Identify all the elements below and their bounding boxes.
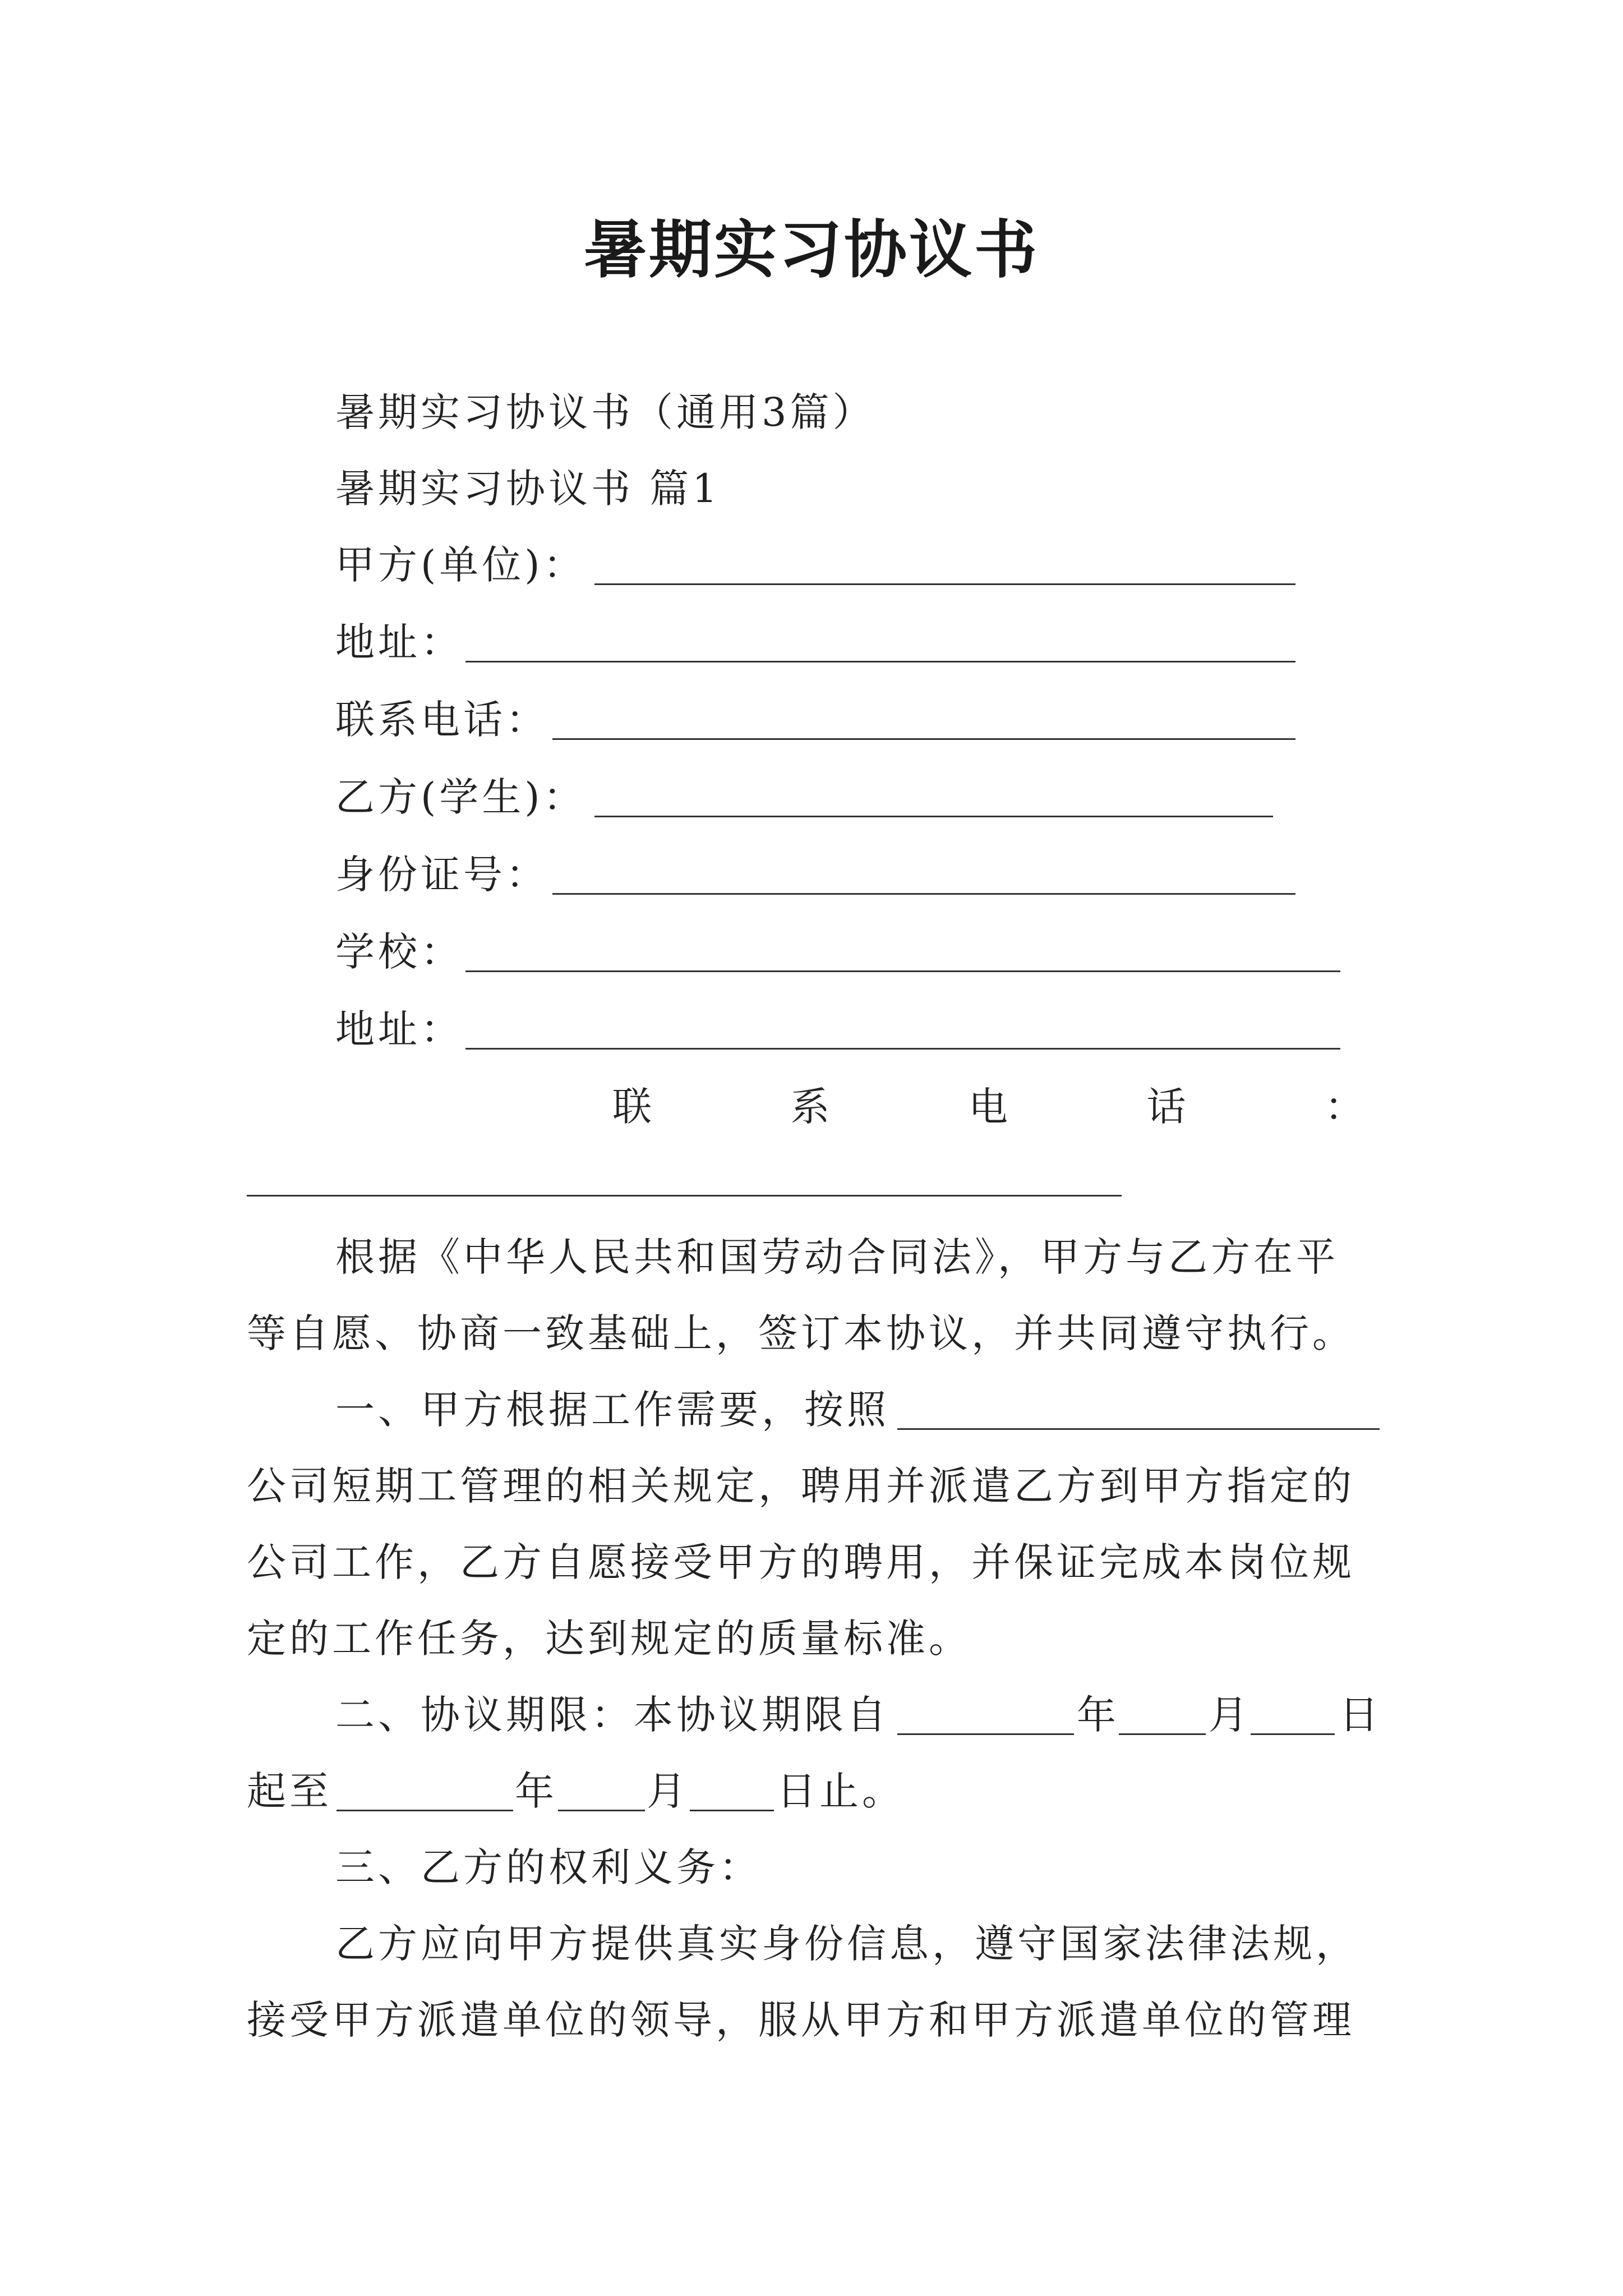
paragraph-line: 公司短期工管理的相关规定，聘用并派遣乙方到甲方指定的 (247, 1463, 1355, 1509)
id-number-label: 身份证号： (335, 852, 548, 898)
start-day-blank[interactable] (1251, 1733, 1335, 1735)
paragraph-line: 定的工作任务，达到规定的质量标准。 (247, 1616, 971, 1662)
paragraph-line: 公司工作，乙方自愿接受甲方的聘用，并保证完成本岗位规 (247, 1539, 1355, 1585)
phone-b-char: 话 (1146, 1084, 1186, 1130)
end-day-blank[interactable] (690, 1810, 774, 1811)
party-b-label: 乙方(学生)： (335, 774, 586, 820)
month-label: 月 (647, 1768, 689, 1814)
end-year-blank[interactable] (336, 1810, 513, 1811)
paragraph-line: 根据《中华人民共和国劳动合同法》，甲方与乙方在平 (335, 1234, 1339, 1280)
address-b-label: 地址： (335, 1006, 463, 1052)
phone-b-label (612, 1082, 1364, 1132)
paragraph-line: 起至 (247, 1768, 332, 1814)
address-b-blank[interactable] (465, 1048, 1340, 1050)
party-b-blank[interactable] (594, 816, 1273, 817)
address-a-blank[interactable] (465, 661, 1295, 662)
start-month-blank[interactable] (1119, 1733, 1206, 1735)
year-label: 年 (1077, 1692, 1119, 1738)
start-year-blank[interactable] (897, 1733, 1074, 1735)
phone-b-char: ： (1325, 1084, 1364, 1130)
school-label: 学校： (335, 929, 463, 975)
section-heading-rights: 三、乙方的权利义务： (335, 1844, 762, 1890)
document-title: 暑期实习协议书 (584, 213, 1039, 287)
school-blank[interactable] (465, 970, 1340, 972)
phone-a-blank[interactable] (552, 738, 1295, 740)
subtitle: 暑期实习协议书（通用3篇） (335, 389, 875, 435)
month-label: 月 (1209, 1692, 1251, 1738)
phone-b-char: 电 (969, 1084, 1008, 1130)
phone-b-char: 系 (790, 1084, 830, 1130)
address-a-label: 地址： (335, 619, 463, 665)
party-a-label: 甲方(单位)： (335, 542, 586, 588)
day-label: 日 (1339, 1692, 1382, 1738)
id-number-blank[interactable] (552, 893, 1295, 895)
day-end-label: 日止。 (777, 1768, 905, 1814)
year-label: 年 (515, 1768, 557, 1814)
paragraph-line: 二、协议期限：本协议期限自 (335, 1692, 889, 1738)
paragraph-line: 一、甲方根据工作需要，按照 (335, 1387, 889, 1433)
phone-b-blank[interactable] (247, 1195, 1122, 1197)
section-heading: 暑期实习协议书 篇1 (335, 466, 721, 512)
party-a-blank[interactable] (594, 583, 1295, 585)
paragraph-line: 接受甲方派遣单位的领导，服从甲方和甲方派遣单位的管理 (247, 1997, 1355, 2043)
end-month-blank[interactable] (558, 1810, 645, 1811)
company-blank[interactable] (897, 1428, 1380, 1430)
paragraph-line: 等自愿、协商一致基础上，签订本协议，并共同遵守执行。 (247, 1310, 1355, 1356)
phone-a-label: 联系电话： (335, 697, 548, 743)
paragraph-line: 乙方应向甲方提供真实身份信息，遵守国家法律法规， (335, 1921, 1358, 1967)
phone-b-char: 联 (612, 1084, 652, 1130)
